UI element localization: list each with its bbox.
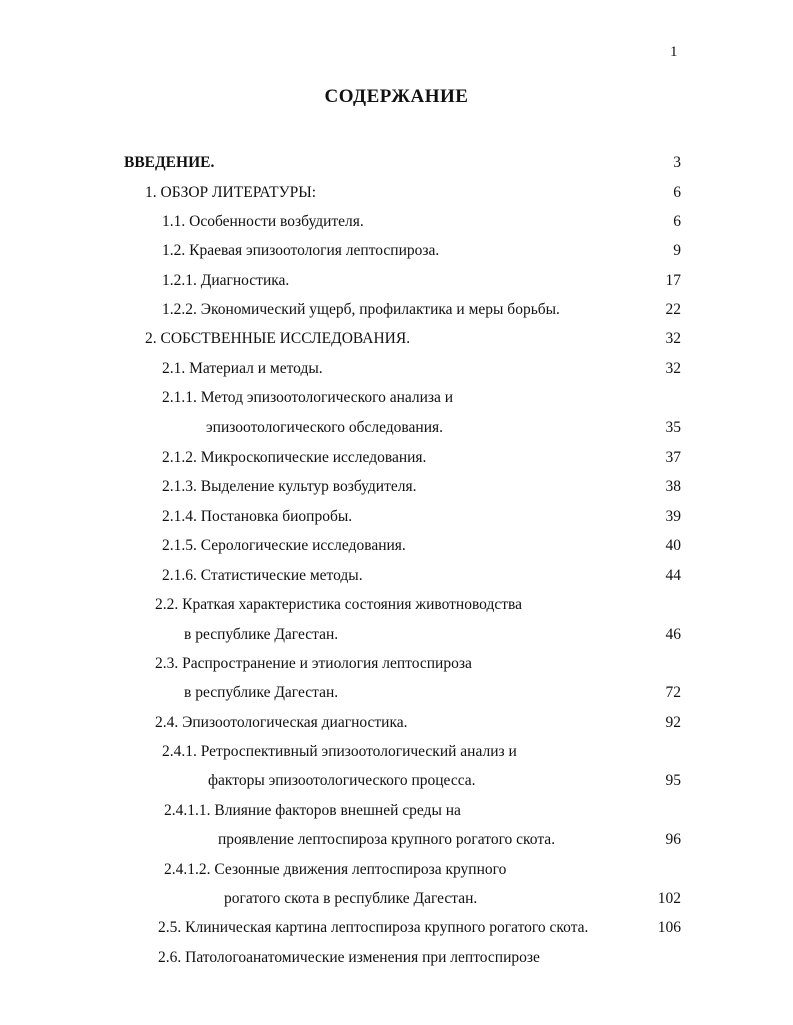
toc-entry-continuation: эпизоотологического обследования.: [206, 419, 444, 436]
toc-entry: 2.3. Распространение и этиология лептоспироза: [155, 655, 472, 672]
toc-entry: 2.1. Материал и методы.: [162, 360, 323, 377]
toc-entry: 1.2.1. Диагностика.: [162, 272, 290, 289]
toc-page-number: 6: [673, 184, 681, 201]
toc-entry-continuation: факторы эпизоотологического процесса.: [208, 772, 476, 789]
toc-page-number: 32: [665, 360, 681, 377]
toc-page-number: 9: [673, 242, 681, 259]
toc-entry-continuation: рогатого скота в республике Дагестан.: [224, 890, 478, 907]
toc-entry-chapter-1: 1. ОБЗОР ЛИТЕРАТУРЫ:: [145, 184, 317, 201]
toc-page-number: 44: [665, 567, 681, 584]
toc-page-number: 22: [665, 301, 681, 318]
toc-page-number: 39: [665, 508, 681, 525]
toc-entry: 2.4.1. Ретроспективный эпизоотологический анализ и: [162, 743, 517, 760]
toc-page-number: 95: [665, 772, 681, 789]
toc-entry: 1.1. Особенности возбудителя.: [162, 213, 364, 230]
toc-entry: 1.2. Краевая эпизоотология лептоспироза.: [162, 242, 440, 259]
toc-entry-continuation: в республике Дагестан.: [184, 684, 339, 701]
toc-entry: 2.1.5. Серологические исследования.: [162, 537, 406, 554]
toc-entry: 2.4. Эпизоотологическая диагностика.: [155, 714, 408, 731]
toc-entry: 2.2. Краткая характеристика состояния животноводства: [155, 596, 522, 613]
toc-page-number: 106: [657, 919, 681, 936]
toc-page-number: 6: [673, 213, 681, 230]
toc-entry: 2.1.2. Микроскопические исследования.: [162, 449, 427, 466]
toc-entry: 2.1.1. Метод эпизоотологического анализа и: [162, 389, 454, 406]
toc-entry: 2.4.1.1. Влияние факторов внешней среды на: [164, 802, 461, 819]
toc-entry: 2.1.4. Постановка биопробы.: [162, 508, 353, 525]
toc-page-number: 46: [665, 626, 681, 643]
toc-entry: 2.5. Клиническая картина лептоспироза крупного рогатого скота.: [158, 919, 589, 936]
toc-page-number: 35: [665, 419, 681, 436]
toc-page-number: 40: [665, 537, 681, 554]
toc-page-number: 37: [665, 449, 681, 466]
toc-page-number: 38: [665, 478, 681, 495]
toc-page-number: 3: [673, 154, 681, 171]
toc-page-number: 96: [665, 831, 681, 848]
toc-page-number: 17: [665, 272, 681, 289]
toc-page-number: 102: [657, 890, 681, 907]
toc-entry-introduction: ВВЕДЕНИЕ.: [124, 154, 215, 171]
toc-entry: 1.2.2. Экономический ущерб, профилактика и меры борьбы.: [162, 301, 560, 318]
toc-entry-continuation: проявление лептоспироза крупного рогатого скота.: [218, 831, 556, 848]
toc-entry: 2.1.6. Статистические методы.: [162, 567, 363, 584]
toc-page-number: 92: [665, 714, 681, 731]
toc-entry: 2.1.3. Выделение культур возбудителя.: [162, 478, 417, 495]
toc-page-number: 72: [665, 684, 681, 701]
toc-entry: 2.6. Патологоанатомические изменения при лептоспирозе: [158, 949, 540, 966]
toc-page-number: 32: [665, 330, 681, 347]
page-title: СОДЕРЖАНИЕ: [324, 86, 469, 107]
toc-entry-chapter-2: 2. СОБСТВЕННЫЕ ИССЛЕДОВАНИЯ.: [145, 330, 411, 347]
page-number: 1: [670, 44, 678, 60]
toc-entry-continuation: в республике Дагестан.: [184, 626, 339, 643]
toc-entry: 2.4.1.2. Сезонные движения лептоспироза крупного: [164, 861, 507, 878]
